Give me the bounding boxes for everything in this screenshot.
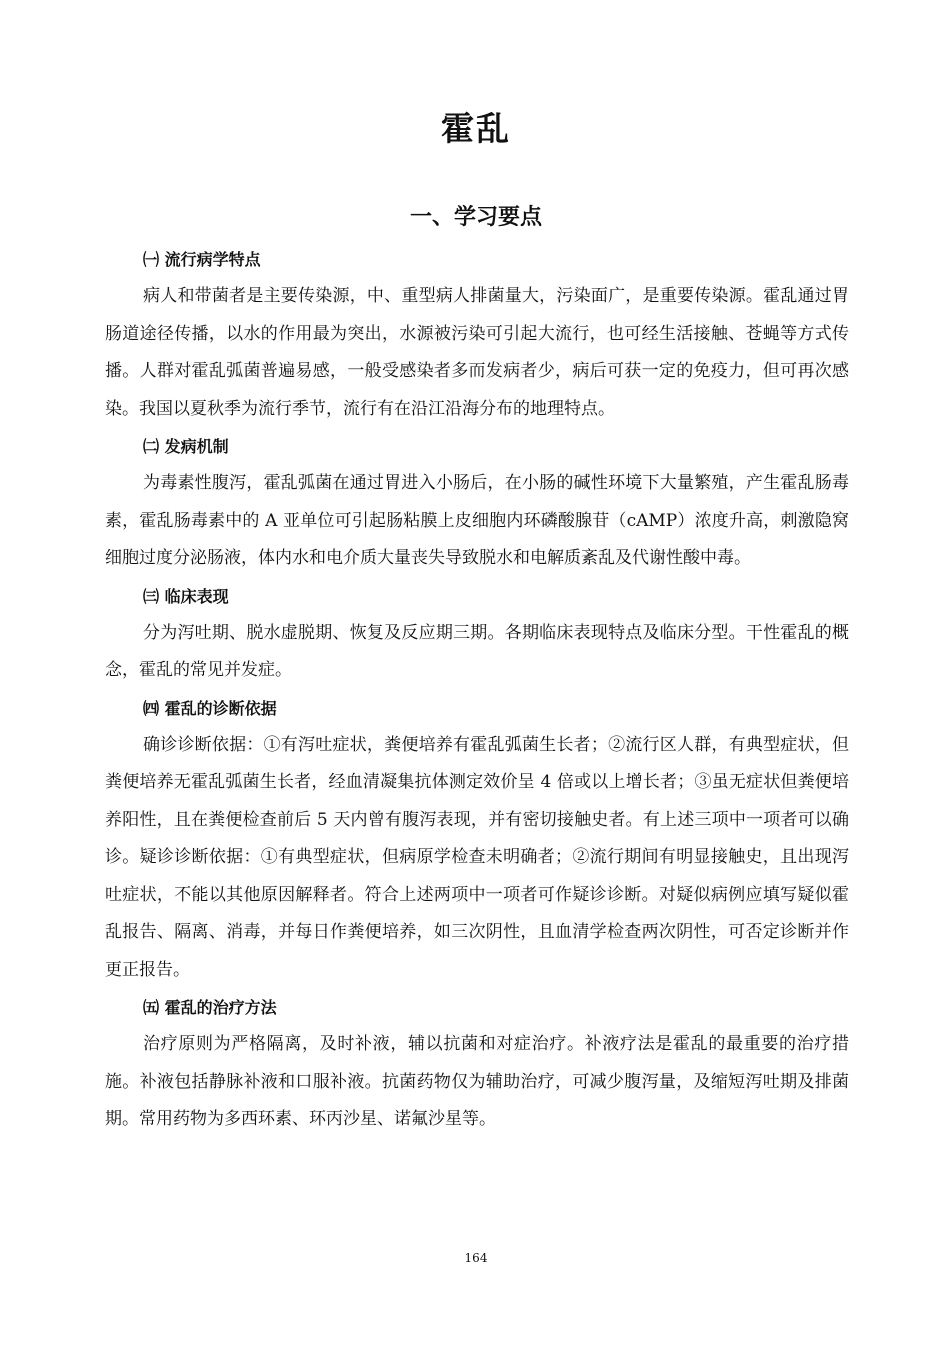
section-title: 一、学习要点	[409, 205, 542, 230]
section-epidemiology	[105, 241, 849, 428]
sub-heading-pathogenesis: ㈡ 发病机制	[143, 437, 229, 456]
sub-heading-diagnosis: ㈣ 霍乱的诊断依据	[143, 698, 277, 718]
sub-heading-treatment: ㈤ 霍乱的治疗方法	[143, 998, 277, 1017]
section-treatment	[105, 989, 849, 1139]
paragraph-diagnosis: 确诊诊断依据：①有泻吐症状，粪便培养有霍乱弧菌生长者；②流行区人群，有典型症状，但粪便培养无霍乱弧菌生长者，经血清凝集抗体测定效价呈 4 倍或以上增长者；③虽无症状但粪便培养阳性，且在粪便检查前后 5 天内曾有腹泻表现，并有密切接触史者。有上述三项中一项者可以确诊。疑诊诊断依据：①有典型症状，但病原学检查未明确者；②流行期间有明显接触史，且出现泻吐症状，不能以其他原因解释者。符合上述两项中一项者可作疑诊诊断。对疑似病例应填写疑似霍乱报告、隔离、消毒，并每日作粪便培养，如三次阴性，且血清学检查两次阴性，可否定诊断并作更正报告。	[105, 734, 849, 980]
page-title: 霍乱	[441, 109, 511, 148]
paragraph-pathogenesis: 为毒素性腹泻，霍乱弧菌在通过胃进入小肠后，在小肠的碱性环境下大量繁殖，产生霍乱肠毒素，霍乱肠毒素中的 A 亚单位可引起肠粘膜上皮细胞内环磷酸腺苷（cAMP）浓度升高，刺激隐窝细胞过度分泌肠液，体内水和电介质大量丧失导致脱水和电解质紊乱及代谢性酸中毒。	[105, 473, 849, 568]
section-pathogenesis	[105, 428, 849, 578]
paragraph-treatment: 治疗原则为严格隔离，及时补液，辅以抗菌和对症治疗。补液疗法是霍乱的最重要的治疗措施。补液包括静脉补液和口服补液。抗菌药物仅为辅助治疗，可减少腹泻量，及缩短泻吐期及排菌期。常用药物为多西环素、环丙沙星、诺氟沙星等。	[105, 1034, 849, 1129]
section-diagnosis	[105, 690, 849, 990]
section-clinical	[105, 578, 849, 690]
page-number: 164	[464, 1251, 488, 1265]
sub-heading-epidemiology: ㈠ 流行病学特点	[143, 250, 261, 269]
paragraph-epidemiology: 病人和带菌者是主要传染源，中、重型病人排菌量大，污染面广，是重要传染源。霍乱通过胃肠道途径传播，以水的作用最为突出，水源被污染可引起大流行，也可经生活接触、苍蝇等方式传播。人群对霍乱弧菌普遍易感，一般受感染者多而发病者少，病后可获一定的免疫力，但可再次感染。我国以夏秋季为流行季节，流行有在沿江沿海分布的地理特点。	[105, 286, 849, 419]
paragraph-clinical: 分为泻吐期、脱水虚脱期、恢复及反应期三期。各期临床表现特点及临床分型。干性霍乱的概念，霍乱的常见并发症。	[105, 622, 849, 680]
content-body	[105, 241, 849, 1139]
sub-heading-clinical: ㈢ 临床表现	[143, 586, 229, 606]
